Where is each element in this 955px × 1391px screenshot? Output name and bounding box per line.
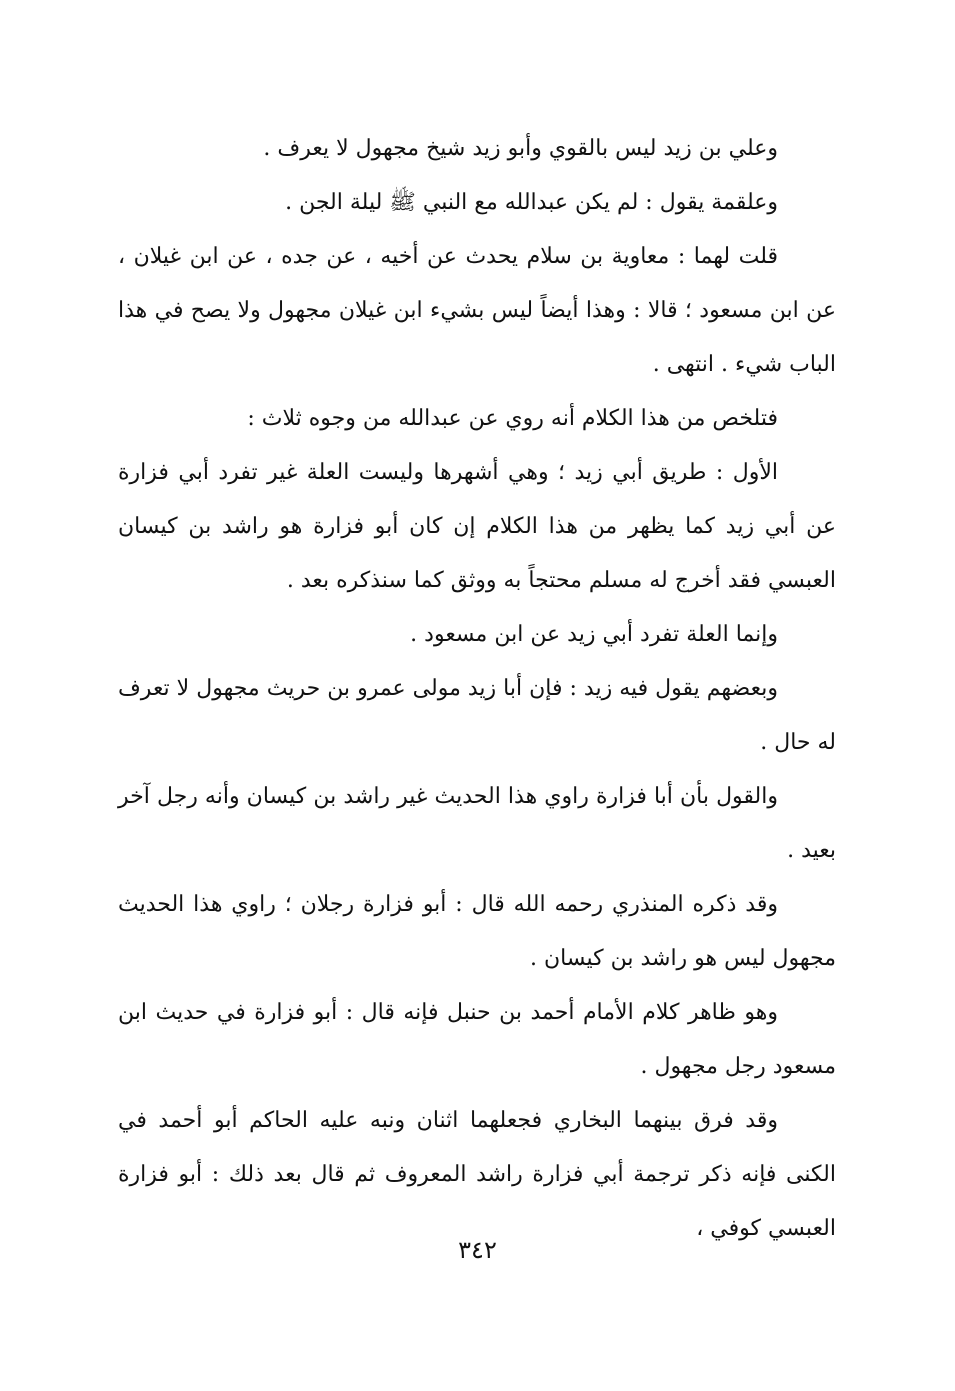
paragraph-7: وبعضهم يقول فيه زيد : فإن أبا زيد مولى عمرو بن حريث مجهول لا تعرف له حال . [118, 676, 836, 755]
page-number: ٣٤٢ [458, 1236, 497, 1264]
paragraph-5: الأول : طريق أبي زيد ؛ وهي أشهرها وليست العلة غير تفرد أبي فزارة عن أبي زيد كما يظهر من هذا الكلام إن كان أبو فزارة هو راشد بن كيسان العبسي فقد أخرج له مسلم محتجاً به ووثق كما سنذكره بعد . [118, 460, 836, 593]
paragraph-4: فتلخص من هذا الكلام أنه روي عن عبدالله من وجوه ثلاث : [247, 406, 778, 431]
paragraph-6: وإنما العلة تفرد أبي زيد عن ابن مسعود . [410, 622, 778, 647]
paragraph-10: وهو ظاهر كلام الأمام أحمد بن حنبل فإنه قال : أبو فزارة في حديث ابن مسعود رجل مجهول . [118, 1000, 836, 1079]
paragraph-8: والقول بأن أبا فزارة راوي هذا الحديث غير راشد بن كيسان وأنه رجل آخر بعيد . [118, 784, 836, 863]
paragraph-11: وقد فرق بينهما البخاري فجعلهما اثنان ونبه عليه الحاكم أبو أحمد في الكنى فإنه ذكر ترجمة أبي فزارة راشد المعروف ثم قال بعد ذلك : أبو فزارة العبسي كوفي ، [118, 1108, 836, 1241]
paragraph-3: قلت لهما : معاوية بن سلام يحدث عن أخيه ، عن جده ، عن ابن غيلان ، عن ابن مسعود ؛ قالا : وهذا أيضاً ليس بشيء ابن غيلان مجهول ولا يصح في هذا الباب شيء . انتهى . [118, 244, 836, 377]
paragraph-1: وعلي بن زيد ليس بالقوي وأبو زيد شيخ مجهول لا يعرف . [263, 136, 778, 161]
paragraph-2: وعلقمة يقول : لم يكن عبدالله مع النبي ﷺ ليلة الجن . [285, 190, 778, 215]
paragraph-9: وقد ذكره المنذري رحمه الله قال : أبو فزارة رجلان ؛ راوي هذا الحديث مجهول ليس هو راشد بن كيسان . [118, 892, 836, 971]
body-text [118, 122, 836, 1256]
